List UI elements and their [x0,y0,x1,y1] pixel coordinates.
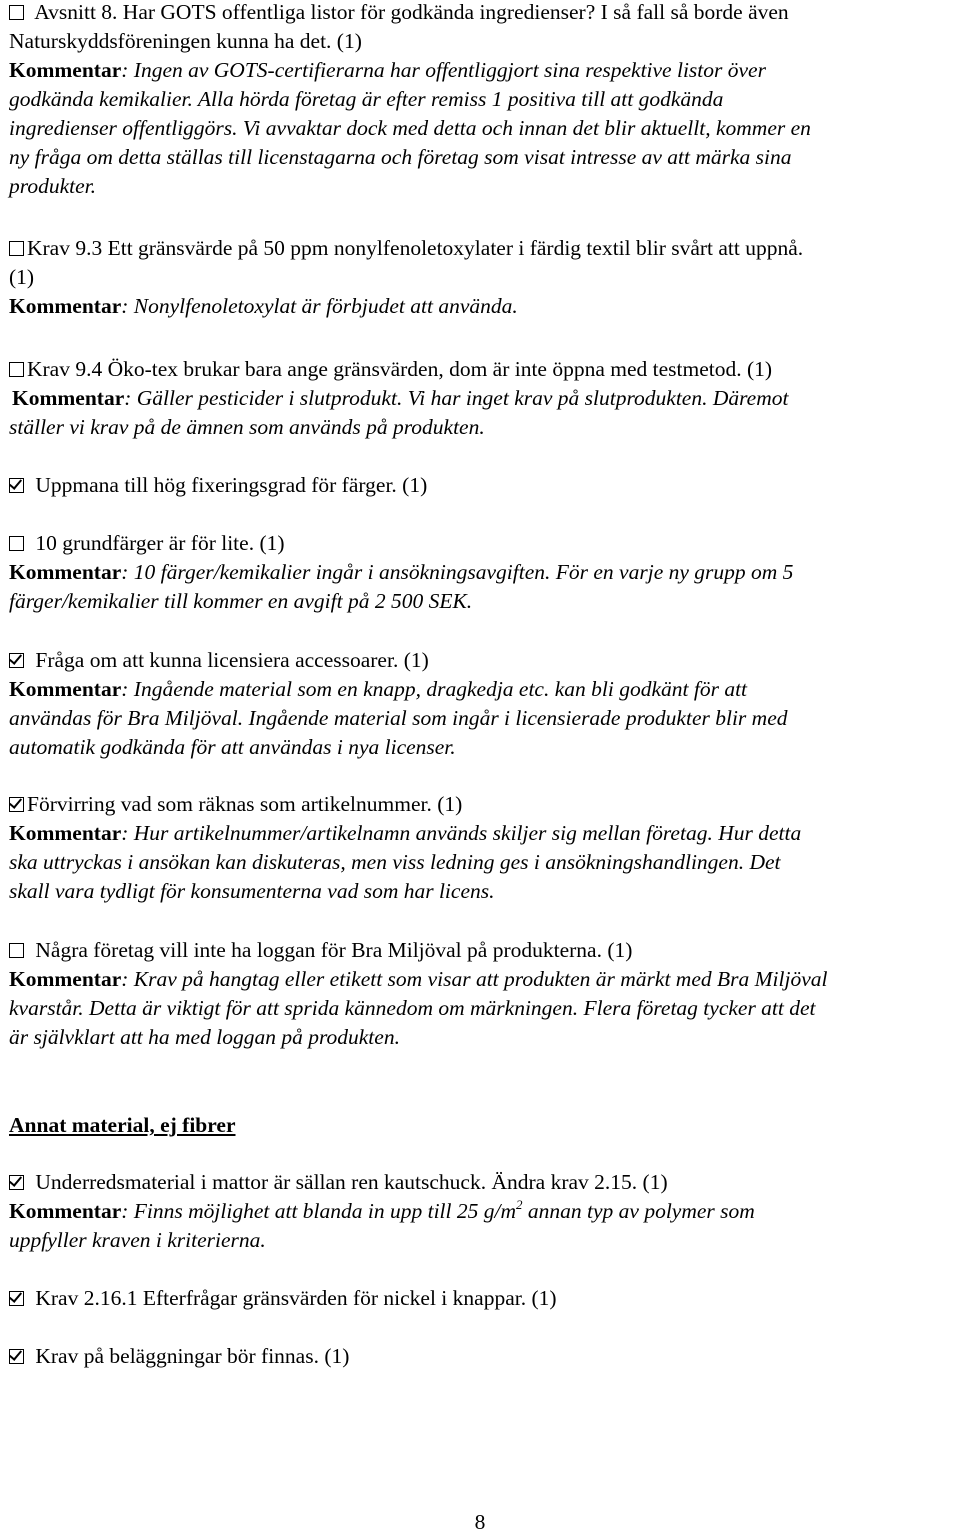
item-text-line: Krav 9.4 Öko-tex brukar bara ange gränsvärden, dom är inte öppna med testmetod. (1) [9,355,788,384]
item-text-line: 10 grundfärger är för lite. (1) [9,529,793,558]
checkbox-icon[interactable] [9,536,24,551]
item-text-line: Krav 2.16.1 Efterfrågar gränsvärden för nickel i knappar. (1) [9,1284,557,1313]
checked-checkbox-icon[interactable] [9,1291,24,1306]
comment-line: ingredienser offentliggörs. Vi avvaktar dock med detta och innan det blir aktuellt, kommer en [9,116,811,140]
checkbox-icon[interactable] [9,943,24,958]
item-underredsmaterial [9,1168,755,1255]
checked-checkbox-icon[interactable] [9,478,24,493]
item-text-line: Naturskyddsföreningen kunna ha det. (1) [9,29,362,53]
item-grundfarger [9,529,793,616]
comment-line: användas för Bra Miljöval. Ingående material som ingår i licensierade produkter blir med [9,706,788,730]
item-text-line: Underredsmaterial i mattor är sällan ren kautschuck. Ändra krav 2.15. (1) [9,1168,755,1197]
comment-label: Kommentar [9,967,122,991]
item-krav-9-4 [9,355,788,442]
comment-line: produkter. [9,174,96,198]
item-text-line: Avsnitt 8. Har GOTS offentliga listor för godkända ingredienser? I så fall så borde även [9,0,811,27]
comment-line: Kommentar: Gäller pesticider i slutprodukt. Vi har inget krav på slutprodukten. Däremot [12,386,789,410]
item-text-line: Krav 9.3 Ett gränsvärde på 50 ppm nonylfenoletoxylater i färdig textil blir svårt att uppnå. [9,234,803,263]
comment-line: uppfyller kraven i kriterierna. [9,1228,266,1252]
item-artikelnummer [9,790,801,906]
item-text-line: Krav på beläggningar bör finnas. (1) [9,1342,349,1371]
item-text-line: (1) [9,265,35,289]
comment-label: Kommentar [9,677,122,701]
comment-line: Kommentar: Ingen av GOTS-certifierarna har offentliggjort sina respektive listor över [9,58,766,82]
comment-line: Kommentar: Finns möjlighet att blanda in upp till 25 $g/m^2$ annan typ av polymer som [9,1197,755,1223]
comment-line: Kommentar: Hur artikelnummer/artikelnamn används skiljer sig mellan företag. Hur detta [9,821,802,845]
comment-line: Kommentar: 10 färger/kemikalier ingår i ansökningsavgiften. För en varje ny grupp om 5 [9,560,794,584]
item-belaggningar [9,1342,349,1371]
comment-label: Kommentar [9,1199,122,1223]
page-number: 8 [474,1510,486,1534]
comment-line: skall vara tydligt för konsumenterna vad som har licens. [9,879,495,903]
comment-line: automatik godkända för att användas i nya licenser. [9,735,456,759]
comment-line: Kommentar: Nonylfenoletoxylat är förbjudet att använda. [9,294,518,318]
item-accessoarer [9,646,787,762]
item-krav-9-3 [9,234,803,321]
item-text-line: Fråga om att kunna licensiera accessoarer. (1) [9,646,787,675]
checked-checkbox-icon[interactable] [9,1349,24,1364]
superscript: 2 [516,1197,523,1212]
checkbox-icon[interactable] [9,5,24,20]
comment-line: är självklart att ha med loggan på produkten. [9,1025,400,1049]
comment-line: färger/kemikalier till kommer en avgift på 2 500 SEK. [9,589,473,613]
item-text-line: Förvirring vad som räknas som artikelnummer. (1) [9,790,801,819]
comment-label: Kommentar [9,294,122,318]
comment-line: Kommentar: Krav på hangtag eller etikett som visar att produkten är märkt med Bra Miljöval [9,967,828,991]
item-fixeringsgrad [9,471,427,500]
checked-checkbox-icon[interactable] [9,653,24,668]
checked-checkbox-icon[interactable] [9,797,24,812]
item-text-line: Uppmana till hög fixeringsgrad för färger. (1) [9,471,427,500]
item-text-line: Några företag vill inte ha loggan för Bra Miljöval på produkterna. (1) [9,936,827,965]
comment-label: Kommentar [12,386,125,410]
comment-line: godkända kemikalier. Alla hörda företag är efter remiss 1 positiva till att godkända [9,87,724,111]
comment-line: ska uttryckas i ansökan kan diskuteras, men viss ledning ges i ansökningshandlingen. Det [9,850,781,874]
item-gots-lists [9,0,811,201]
comment-line: ny fråga om detta ställas till licenstagarna och företag som visat intresse av att märka sina [9,145,792,169]
checkbox-icon[interactable] [9,362,24,377]
comment-label: Kommentar [9,58,122,82]
checked-checkbox-icon[interactable] [9,1175,24,1190]
section-heading: Annat material, ej fibrer [9,1113,236,1137]
comment-line: kvarstår. Detta är viktigt för att sprida kännedom om märkningen. Flera företag tycker att det [9,996,816,1020]
comment-label: Kommentar [9,821,122,845]
comment-line: ställer vi krav på de ämnen som används på produkten. [9,415,485,439]
comment-label: Kommentar [9,560,122,584]
item-loggan [9,936,827,1052]
item-krav-2-16-1 [9,1284,557,1313]
comment-line: Kommentar: Ingående material som en knapp, dragkedja etc. kan bli godkänt för att [9,677,748,701]
checkbox-icon[interactable] [9,241,24,256]
